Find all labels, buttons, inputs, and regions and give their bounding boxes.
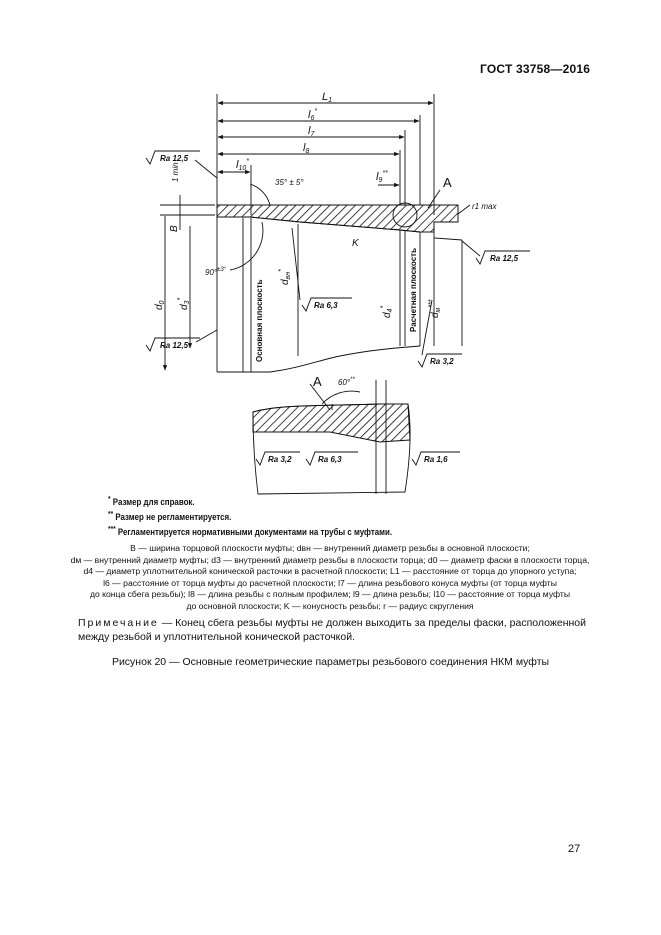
note-label: Примечание — [78, 617, 159, 629]
dim-dvn: $d_{вн}^*$ — [278, 269, 292, 285]
roughness-main-32: Ra 3,2 — [430, 357, 454, 366]
footnotes — [108, 493, 431, 538]
symbol-legend — [30, 543, 630, 612]
dim-d3: $d_3^*$ — [177, 297, 191, 310]
view-A-mark: A — [443, 175, 452, 190]
dim-l7: l7 — [308, 125, 315, 138]
label-calc-plane: Расчетная плоскость — [409, 247, 418, 332]
footnote-1: * Размер для справок. — [108, 494, 195, 507]
dim-l8: l8 — [303, 142, 310, 155]
dim-l10: l10* — [236, 158, 249, 172]
dim-d0: $d_0$ — [154, 300, 166, 310]
dim-B: B — [169, 225, 180, 232]
note-paragraph — [78, 617, 586, 644]
figure-caption: Рисунок 20 — Основные геометрические параметры резьбового соединения НКМ муфты — [111, 656, 550, 668]
dim-L1: L1 — [322, 91, 333, 104]
detail-roughness-16: Ra 1,6 — [424, 455, 448, 464]
dim-d4: $d_4^*$ — [380, 305, 394, 318]
dim-1min: 1 min — [171, 162, 180, 182]
roughness-right: Ra 12,5 — [490, 254, 519, 263]
roughness-main-63: Ra 6,3 — [314, 301, 338, 310]
footnote-2: ** Размер не регламентируется. — [108, 509, 232, 522]
page-number: 27 — [568, 843, 581, 855]
detail-roughness-63: Ra 6,3 — [318, 455, 342, 464]
label-main-plane: Основная плоскость — [255, 279, 264, 362]
angle-35: 35° ± 5° — [275, 178, 304, 187]
conicity-K: K — [352, 238, 359, 249]
footnote-3: *** Регламентируется нормативными документами на трубы с муфтами. — [108, 524, 393, 537]
roughness-top: Ra 12,5 — [160, 154, 189, 163]
angle-90: 90°$^{\pm 3^\circ}$ — [205, 267, 227, 277]
detail-A-mark: A — [313, 374, 322, 389]
angle-60: 60°** — [338, 377, 355, 387]
note-text: — Конец сбега резьбы муфты не должен выходить за пределы фаски, расположенной между резьбой и уплотнительной конической расточкой. — [78, 617, 586, 643]
detail-roughness-32: Ra 3,2 — [268, 455, 292, 464]
legend-line: B — ширина торцовой плоскости муфты; dвн — внутренний диаметр резьбы в основной плоскости; — [130, 543, 530, 553]
legend-line: dм — внутренний диаметр муфты; d3 — внутренний диаметр резьбы в плоскости торца; d0 — диаметр фаски в плоскости торца, — [70, 554, 590, 565]
legend-line: до конца сбега резьбы); l8 — длина резьбы с полным профилем; l9 — длина резьбы; l10 — расстояние от торца муфты — [89, 589, 571, 599]
roughness-left: Ra 12,5 — [160, 341, 189, 350]
dim-l9: l9** — [376, 170, 388, 184]
dim-dm: $d_м^{***}$ — [428, 299, 442, 318]
legend-line: до основной плоскости; K — конусность резьбы; r — радиус скругления — [186, 600, 474, 611]
legend-line: d4 — диаметр уплотнительной конической расточки в расчетной плоскости; L1 — расстояние от торца до упорного уступа; — [83, 566, 577, 576]
legend-line: l6 — расстояние от торца муфты до расчетной плоскости; l7 — длина резьбового конуса муфты (от торца муфты — [103, 577, 557, 588]
r1-max: r1 max — [472, 202, 497, 211]
dim-l6: l6* — [308, 108, 318, 122]
document-code: ГОСТ 33758—2016 — [480, 62, 591, 76]
